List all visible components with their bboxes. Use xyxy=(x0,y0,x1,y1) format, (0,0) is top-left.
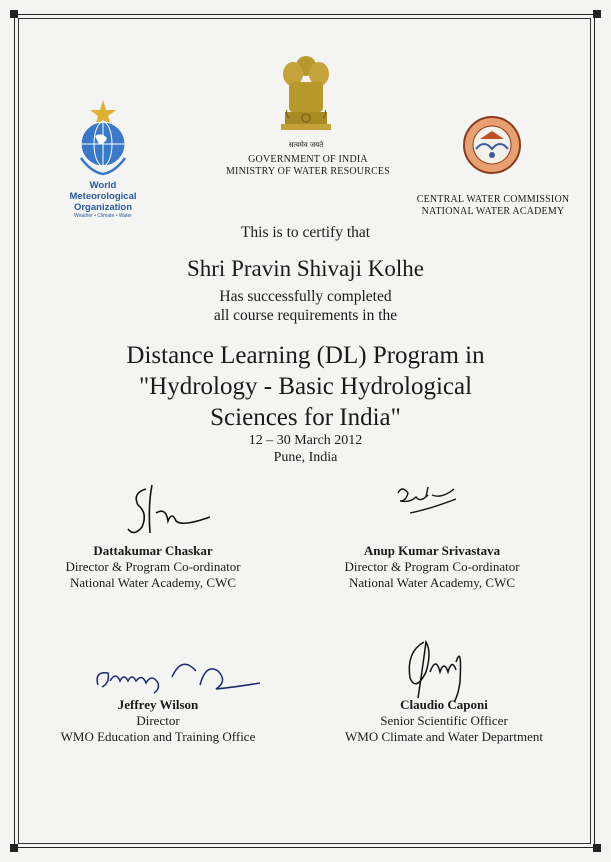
program-line2: "Hydrology - Basic Hydrological xyxy=(138,373,473,400)
signatory-name: Jeffrey Wilson xyxy=(117,697,199,712)
wmo-logo xyxy=(58,98,148,219)
signature-chaskar xyxy=(118,483,218,543)
signatory-title: Director & Program Co-ordinator xyxy=(344,559,520,574)
signatory-title: Director xyxy=(136,713,180,728)
program-line3: Sciences for India" xyxy=(210,404,401,431)
certify-intro: This is to certify that xyxy=(240,224,371,241)
wmo-tagline: Weather • Climate • Water xyxy=(74,213,132,219)
signatory-org: National Water Academy, CWC xyxy=(348,575,516,590)
lion-capital-icon xyxy=(275,52,337,140)
signatory-title: Director & Program Co-ordinator xyxy=(65,559,241,574)
border-corner xyxy=(593,844,601,852)
signatory-chaskar xyxy=(18,543,288,591)
signatory-name: Anup Kumar Srivastava xyxy=(363,543,501,558)
cwc-label xyxy=(398,194,588,218)
issuer-line2: MINISTRY OF WATER RESOURCES xyxy=(225,166,391,177)
signatory-srivastava xyxy=(297,543,567,591)
signatory-wilson xyxy=(23,697,293,745)
border-corner xyxy=(10,10,18,18)
body-line2: all course requirements in the xyxy=(213,307,398,324)
issuer-line1: GOVERNMENT OF INDIA xyxy=(248,154,368,165)
recipient-name: Shri Pravin Shivaji Kolhe xyxy=(186,256,425,281)
signatory-caponi xyxy=(309,697,579,745)
program-dates: 12 – 30 March 2012 xyxy=(248,433,363,448)
body-line1: Has successfully completed xyxy=(219,288,392,305)
cwc-label-line2: NATIONAL WATER ACADEMY xyxy=(421,206,565,217)
signature-wilson xyxy=(92,655,272,700)
wmo-name-line1: World xyxy=(89,180,117,191)
cwc-logo xyxy=(462,115,522,180)
signatory-org: WMO Education and Training Office xyxy=(60,729,256,744)
wmo-name-line2: Meteorological xyxy=(69,191,137,202)
signatory-name: Dattakumar Chaskar xyxy=(93,543,213,558)
wmo-name-line3: Organization xyxy=(73,202,133,213)
signatory-title: Senior Scientific Officer xyxy=(380,713,508,728)
signatory-org: WMO Climate and Water Department xyxy=(345,729,543,744)
cwc-label-line1: CENTRAL WATER COMMISSION xyxy=(416,194,570,205)
emblem-motto: सत्यमेव जयते xyxy=(288,141,324,149)
national-emblem xyxy=(275,52,337,150)
wmo-emblem-icon xyxy=(73,98,133,176)
completion-text xyxy=(0,287,611,325)
program-title xyxy=(0,340,611,433)
border-corner xyxy=(10,844,18,852)
cwc-emblem-icon xyxy=(462,115,522,175)
signatory-name: Claudio Caponi xyxy=(400,697,488,712)
signatory-org: National Water Academy, CWC xyxy=(69,575,237,590)
issuer-block xyxy=(208,154,408,178)
signature-srivastava xyxy=(392,483,472,528)
program-dates-location xyxy=(0,432,611,466)
program-location: Pune, India xyxy=(273,450,338,465)
program-line1: Distance Learning (DL) Program in xyxy=(126,342,485,369)
border-corner xyxy=(593,10,601,18)
